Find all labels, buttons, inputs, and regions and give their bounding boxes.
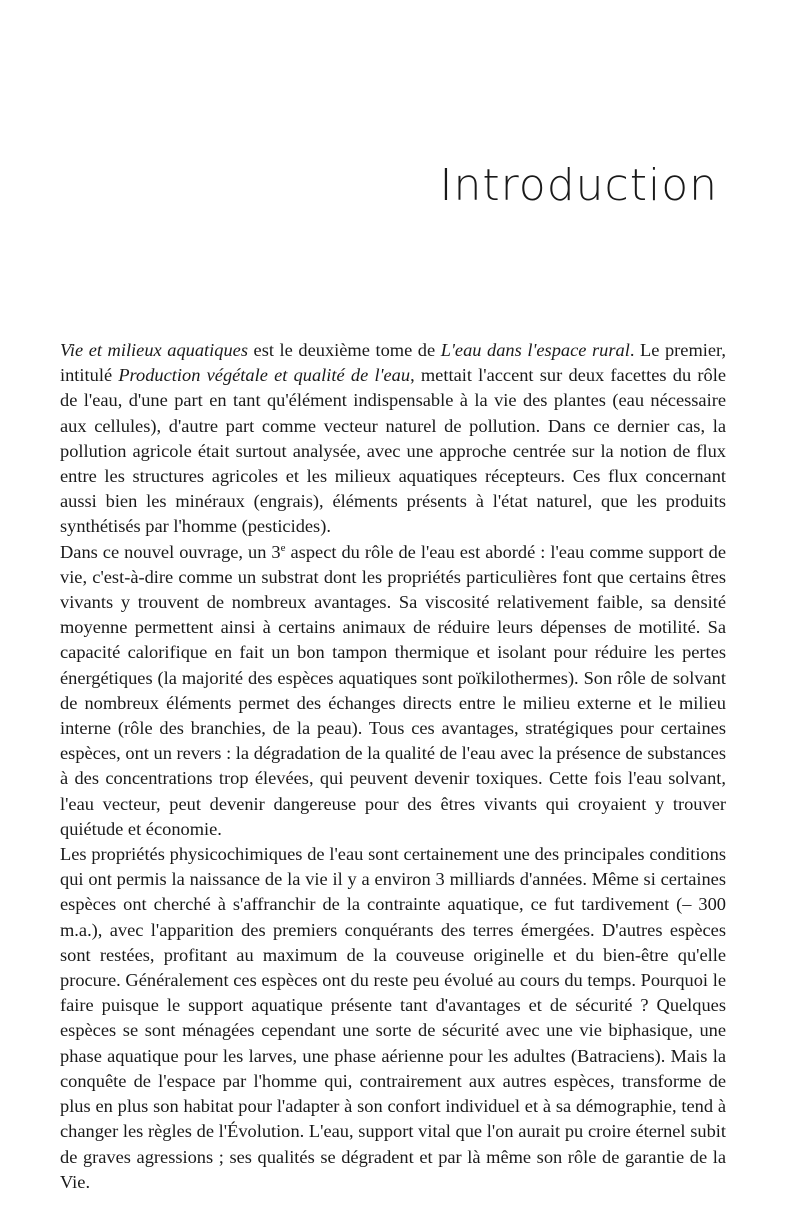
series-title-italic: L'eau dans l'espace rural — [440, 340, 630, 360]
paragraph-2-text-b: aspect du rôle de l'eau est abordé : l'eau comme support de vie, c'est-à-dire comme un substrat dont les propriétés particulières font que certains êtres vivants y trouvent de nombreux avantages. Sa viscosité relativement faible, sa densité moyenne permettent ainsi à certains animaux de réduire leurs dépenses de motilité. Sa capacité calorifique en fait un bon tampon thermique et isolant pour réduire les pertes énergétiques (la majorité des espèces aquatiques sont poïkilothermes). Son rôle de solvant de nombreux éléments permet des échanges directs entre le milieu externe et le milieu interne (rôle des branchies, de la peau). Tous ces avantages, stratégiques pour certaines espèces, ont un revers : la dégradation de la qualité de l'eau avec la présence de substances à des concentrations trop élevées, qui peuvent devenir toxiques. Cette fois l'eau solvant, l'eau vecteur, peut devenir dangereuse pour des êtres vivants qui croyaient y trouver quiétude et économie. — [60, 541, 726, 839]
paragraph-1-text-b: . Le premier, intitulé — [60, 340, 727, 386]
paragraph-1-text-a: est le deuxième tome de — [247, 340, 441, 360]
page-title: Introduction — [439, 160, 718, 211]
paragraph-2-text-a: Dans ce nouvel ouvrage, un 3 — [60, 541, 281, 562]
first-volume-title-italic: Production végétale et qualité de l'eau — [118, 365, 411, 386]
body-text — [60, 338, 726, 1195]
paragraph-1-text-c: , mettait l'accent sur deux facettes du rôle de l'eau, d'une part en tant qu'élément indispensable à la vie des plantes (eau nécessaire aux cellules), d'autre part comme vecteur naturel de pollution. Dans ce dernier cas, la pollution agricole était surtout analysée, avec une approche centrée sur la notion de flux entre les structures agricoles et les milieux aquatiques récepteurs. Ces flux concernant aussi bien les minéraux (engrais), éléments présents à l'état naturel, que les produits synthétisés par l'homme (pesticides). — [60, 365, 726, 537]
ordinal-superscript: e — [280, 541, 286, 554]
paragraph-3: Les propriétés physicochimiques de l'eau sont certainement une des principales conditions qui ont permis la naissance de la vie il y a environ 3 milliards d'années. Même si certaines espèces ont cherché à s'affranchir de la contrainte aquatique, ce fut tardivement (– 300 m.a.), avec l'apparition des premiers conquérants des terres émergées. D'autres espèces sont restées, profitant au maximum de la couveuse originelle et du bien-être qu'elle procure. Généralement ces espèces ont du reste peu évolué au cours du temps. Pourquoi le faire puisque le support aquatique présente tant d'avantages et de sécurité ? Quelques espèces se sont ménagées cependant une sorte de sécurité avec une vie biphasique, une phase aquatique pour les larves, une phase aérienne pour les adultes (Batraciens). Mais la conquête de l'espace par l'homme qui, contrairement aux autres espèces, transforme de plus en plus son habitat pour l'adapter à son confort individuel et à sa démographie, tend à changer les règles de l'Évolution. L'eau, support vital que l'on aurait pu croire éternel subit de graves agressions ; ses qualités se dégradent et par là même son rôle de garantie de la Vie. — [60, 844, 726, 1192]
book-title-italic: Vie et milieux aquatiques — [60, 340, 248, 360]
paragraph-2 — [60, 540, 726, 842]
paragraph-1 — [60, 338, 726, 540]
